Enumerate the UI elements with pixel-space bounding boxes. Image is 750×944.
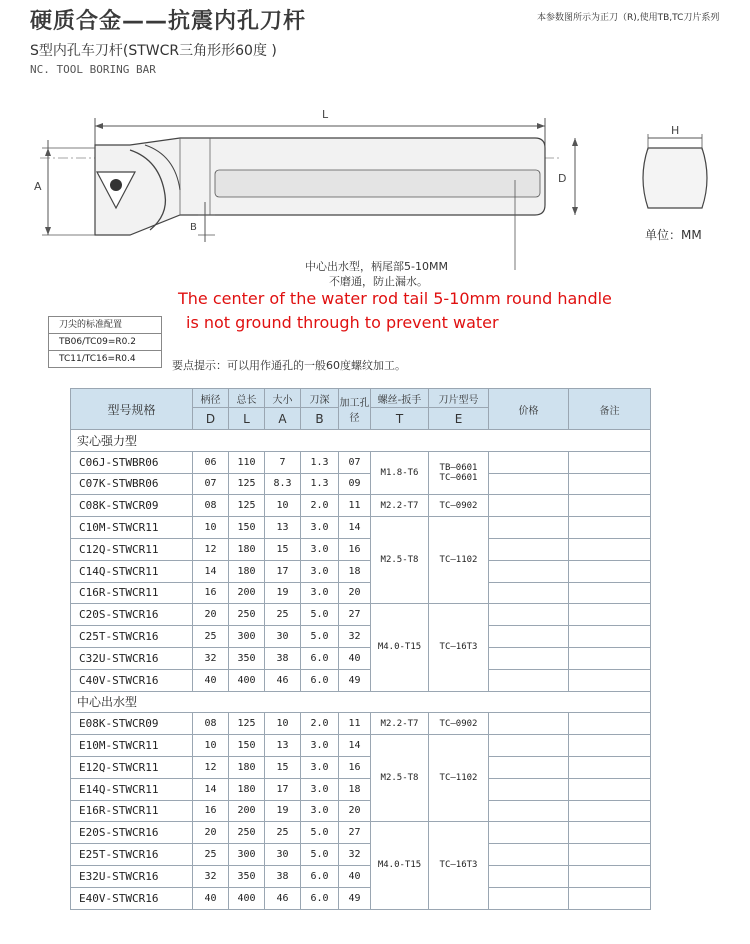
table-row xyxy=(71,626,651,648)
model-cell: E16R-STWCR11 xyxy=(71,800,193,822)
model-cell: C07K-STWBR06 xyxy=(71,473,193,495)
model-cell: E10M-STWCR11 xyxy=(71,735,193,757)
shank-cell: 32 xyxy=(193,865,229,887)
price-cell xyxy=(489,647,569,669)
remark-cell xyxy=(569,538,651,560)
length-cell: 180 xyxy=(229,756,265,778)
length-cell: 400 xyxy=(229,887,265,909)
screw-cell: M2.5-T8 xyxy=(371,517,429,604)
insert-cell xyxy=(429,713,489,735)
hole-cell: 40 xyxy=(339,865,371,887)
price-cell xyxy=(489,800,569,822)
header-E: E xyxy=(429,408,489,430)
remark-cell xyxy=(569,713,651,735)
model-cell: E40V-STWCR16 xyxy=(71,887,193,909)
insert-label: TC—0902 xyxy=(439,500,478,511)
header-shank: 柄径 xyxy=(193,389,229,408)
dim-label-D: D xyxy=(558,172,567,185)
hole-cell: 20 xyxy=(339,582,371,604)
dim-label-B: B xyxy=(190,222,197,233)
remark-cell xyxy=(569,778,651,800)
hole-cell: 14 xyxy=(339,517,371,539)
hole-cell: 49 xyxy=(339,669,371,691)
length-cell: 250 xyxy=(229,822,265,844)
section-row xyxy=(71,691,651,713)
english-subtitle: NC. TOOL BORING BAR xyxy=(30,63,156,76)
model-cell: E25T-STWCR16 xyxy=(71,844,193,866)
shank-cell: 10 xyxy=(193,517,229,539)
model-cell: E14Q-STWCR11 xyxy=(71,778,193,800)
header-remark: 备注 xyxy=(569,389,651,430)
depth-cell: 5.0 xyxy=(301,844,339,866)
remark-cell xyxy=(569,647,651,669)
header-note: 本参数图所示为正刀（R),使用TB,TC刀片系列 xyxy=(537,13,720,23)
model-cell: C32U-STWCR16 xyxy=(71,647,193,669)
model-cell: E12Q-STWCR11 xyxy=(71,756,193,778)
table-row xyxy=(71,713,651,735)
shank-cell: 25 xyxy=(193,626,229,648)
screw-cell: M2.2-T7 xyxy=(371,495,429,517)
insert-label: TC—16T3 xyxy=(439,642,478,653)
hole-cell: 18 xyxy=(339,560,371,582)
hole-cell: 32 xyxy=(339,626,371,648)
remark-cell xyxy=(569,451,651,473)
price-cell xyxy=(489,735,569,757)
shank-cell: 14 xyxy=(193,778,229,800)
insert-cell xyxy=(429,822,489,909)
tip-config-box xyxy=(48,316,162,368)
dim-label-L: L xyxy=(322,108,329,121)
length-cell: 300 xyxy=(229,626,265,648)
size-cell: 15 xyxy=(265,756,301,778)
model-cell: E20S-STWCR16 xyxy=(71,822,193,844)
remark-cell xyxy=(569,560,651,582)
insert-label: TC—16T3 xyxy=(439,860,478,871)
hole-cell: 18 xyxy=(339,778,371,800)
table-row xyxy=(71,865,651,887)
model-cell: C16R-STWCR11 xyxy=(71,582,193,604)
shank-cell: 25 xyxy=(193,844,229,866)
table-row xyxy=(71,560,651,582)
hole-cell: 49 xyxy=(339,887,371,909)
table-row xyxy=(71,669,651,691)
price-cell xyxy=(489,713,569,735)
depth-cell: 3.0 xyxy=(301,538,339,560)
shank-cell: 10 xyxy=(193,735,229,757)
size-cell: 30 xyxy=(265,844,301,866)
section-label: 中心出水型 xyxy=(71,691,651,713)
size-cell: 25 xyxy=(265,822,301,844)
table-row xyxy=(71,887,651,909)
size-cell: 8.3 xyxy=(265,473,301,495)
header-depth: 刀深 xyxy=(301,389,339,408)
table-row xyxy=(71,582,651,604)
remark-cell xyxy=(569,822,651,844)
screw-cell: M4.0-T15 xyxy=(371,822,429,909)
remark-cell xyxy=(569,865,651,887)
depth-cell: 5.0 xyxy=(301,822,339,844)
model-cell: C25T-STWCR16 xyxy=(71,626,193,648)
price-cell xyxy=(489,473,569,495)
insert-label: TC—1102 xyxy=(439,773,478,784)
remark-cell xyxy=(569,844,651,866)
header-total: 总长 xyxy=(229,389,265,408)
depth-cell: 6.0 xyxy=(301,887,339,909)
hole-cell: 09 xyxy=(339,473,371,495)
depth-cell: 2.0 xyxy=(301,495,339,517)
price-cell xyxy=(489,626,569,648)
insert-cell xyxy=(429,604,489,691)
screw-cell: M2.5-T8 xyxy=(371,735,429,822)
price-cell xyxy=(489,865,569,887)
hole-cell: 27 xyxy=(339,822,371,844)
insert-cell xyxy=(429,451,489,495)
depth-cell: 6.0 xyxy=(301,865,339,887)
insert-cell xyxy=(429,517,489,604)
depth-cell: 6.0 xyxy=(301,647,339,669)
price-cell xyxy=(489,887,569,909)
insert-label: TB—0601 xyxy=(439,463,478,474)
size-cell: 46 xyxy=(265,669,301,691)
model-cell: C40V-STWCR16 xyxy=(71,669,193,691)
length-cell: 200 xyxy=(229,800,265,822)
length-cell: 180 xyxy=(229,538,265,560)
size-cell: 17 xyxy=(265,778,301,800)
table-row xyxy=(71,822,651,844)
length-cell: 150 xyxy=(229,517,265,539)
shank-cell: 12 xyxy=(193,756,229,778)
price-cell xyxy=(489,538,569,560)
table-row xyxy=(71,756,651,778)
size-cell: 19 xyxy=(265,582,301,604)
length-cell: 150 xyxy=(229,735,265,757)
size-cell: 25 xyxy=(265,604,301,626)
tip-note: 要点提示：可以用作通孔的一般60度螺纹加工。 xyxy=(172,359,406,372)
depth-cell: 3.0 xyxy=(301,517,339,539)
length-cell: 400 xyxy=(229,669,265,691)
price-cell xyxy=(489,582,569,604)
screw-cell: M2.2-T7 xyxy=(371,713,429,735)
shank-cell: 16 xyxy=(193,582,229,604)
model-cell: C20S-STWCR16 xyxy=(71,604,193,626)
depth-cell: 3.0 xyxy=(301,582,339,604)
length-cell: 180 xyxy=(229,778,265,800)
red-translation-note xyxy=(178,287,612,335)
size-cell: 19 xyxy=(265,800,301,822)
depth-cell: 1.3 xyxy=(301,451,339,473)
hole-cell: 40 xyxy=(339,647,371,669)
shank-cell: 32 xyxy=(193,647,229,669)
length-cell: 180 xyxy=(229,560,265,582)
dim-label-A: A xyxy=(34,180,42,193)
length-cell: 350 xyxy=(229,865,265,887)
size-cell: 10 xyxy=(265,495,301,517)
length-cell: 350 xyxy=(229,647,265,669)
model-cell: C06J-STWBR06 xyxy=(71,451,193,473)
header-L: L xyxy=(229,408,265,430)
price-cell xyxy=(489,560,569,582)
dim-label-H: H xyxy=(671,124,680,137)
header-insert: 刀片型号 xyxy=(429,389,489,408)
length-cell: 125 xyxy=(229,713,265,735)
depth-cell: 5.0 xyxy=(301,604,339,626)
remark-cell xyxy=(569,582,651,604)
price-cell xyxy=(489,778,569,800)
header-A: A xyxy=(265,408,301,430)
header-model: 型号规格 xyxy=(71,389,193,430)
model-cell: C10M-STWCR11 xyxy=(71,517,193,539)
price-cell xyxy=(489,844,569,866)
table-row xyxy=(71,647,651,669)
table-row xyxy=(71,778,651,800)
insert-label: TC—1102 xyxy=(439,555,478,566)
page-subtitle: S型内孔车刀杆(STWCR三角形形60度 ) xyxy=(30,43,277,59)
red-note-line2: is not ground through to prevent water xyxy=(186,313,499,332)
price-cell xyxy=(489,495,569,517)
depth-cell: 3.0 xyxy=(301,778,339,800)
red-note-line1: The center of the water rod tail 5-10mm round handle xyxy=(178,289,612,308)
remark-cell xyxy=(569,887,651,909)
depth-cell: 3.0 xyxy=(301,800,339,822)
shank-cell: 16 xyxy=(193,800,229,822)
size-cell: 38 xyxy=(265,647,301,669)
section-row xyxy=(71,430,651,452)
length-cell: 125 xyxy=(229,473,265,495)
shank-cell: 20 xyxy=(193,604,229,626)
size-cell: 46 xyxy=(265,887,301,909)
header-screw: 螺丝-扳手 xyxy=(371,389,429,408)
size-cell: 10 xyxy=(265,713,301,735)
length-cell: 110 xyxy=(229,451,265,473)
table-row xyxy=(71,517,651,539)
header-size: 大小 xyxy=(265,389,301,408)
unit-label: 单位：MM xyxy=(645,228,702,242)
price-cell xyxy=(489,756,569,778)
length-cell: 250 xyxy=(229,604,265,626)
screw-cell: M4.0-T15 xyxy=(371,604,429,691)
tip-box-title: 刀尖的标准配置 xyxy=(49,317,161,334)
water-note-line1: 中心出水型，柄尾部5-10MM xyxy=(305,260,448,273)
shank-cell: 07 xyxy=(193,473,229,495)
insert-label: TC—0902 xyxy=(439,718,478,729)
remark-cell xyxy=(569,800,651,822)
depth-cell: 3.0 xyxy=(301,756,339,778)
model-cell: E08K-STWCR09 xyxy=(71,713,193,735)
shank-cell: 12 xyxy=(193,538,229,560)
shank-cell: 40 xyxy=(193,669,229,691)
remark-cell xyxy=(569,756,651,778)
model-cell: C12Q-STWCR11 xyxy=(71,538,193,560)
price-cell xyxy=(489,604,569,626)
length-cell: 125 xyxy=(229,495,265,517)
remark-cell xyxy=(569,517,651,539)
shank-cell: 08 xyxy=(193,713,229,735)
size-cell: 7 xyxy=(265,451,301,473)
header-B: B xyxy=(301,408,339,430)
table-row xyxy=(71,473,651,495)
size-cell: 17 xyxy=(265,560,301,582)
depth-cell: 3.0 xyxy=(301,560,339,582)
hole-cell: 07 xyxy=(339,451,371,473)
model-cell: C08K-STWCR09 xyxy=(71,495,193,517)
depth-cell: 6.0 xyxy=(301,669,339,691)
screw-cell: M1.8-T6 xyxy=(371,451,429,495)
shank-cell: 14 xyxy=(193,560,229,582)
size-cell: 38 xyxy=(265,865,301,887)
size-cell: 30 xyxy=(265,626,301,648)
table-row xyxy=(71,451,651,473)
tip-box-row2: TC11/TC16=R0.4 xyxy=(59,354,136,364)
price-cell xyxy=(489,669,569,691)
header-hole: 加工孔径 xyxy=(339,389,371,430)
hole-cell: 14 xyxy=(339,735,371,757)
model-cell: C14Q-STWCR11 xyxy=(71,560,193,582)
section-label: 实心强力型 xyxy=(71,430,651,452)
header-T: T xyxy=(371,408,429,430)
hole-cell: 27 xyxy=(339,604,371,626)
table-row xyxy=(71,735,651,757)
remark-cell xyxy=(569,735,651,757)
water-note-line2: 不磨通，防止漏水。 xyxy=(329,275,428,288)
hole-cell: 20 xyxy=(339,800,371,822)
hole-cell: 16 xyxy=(339,538,371,560)
table-row xyxy=(71,604,651,626)
hole-cell: 11 xyxy=(339,495,371,517)
remark-cell xyxy=(569,604,651,626)
insert-cell xyxy=(429,735,489,822)
depth-cell: 2.0 xyxy=(301,713,339,735)
header-D: D xyxy=(193,408,229,430)
table-row xyxy=(71,495,651,517)
price-cell xyxy=(489,822,569,844)
tip-box-row1: TB06/TC09=R0.2 xyxy=(49,334,161,351)
depth-cell: 5.0 xyxy=(301,626,339,648)
shank-cell: 08 xyxy=(193,495,229,517)
length-cell: 200 xyxy=(229,582,265,604)
hole-cell: 32 xyxy=(339,844,371,866)
insert-label: TC—0601 xyxy=(439,473,478,484)
table-row xyxy=(71,538,651,560)
size-cell: 13 xyxy=(265,735,301,757)
size-cell: 13 xyxy=(265,517,301,539)
hole-cell: 16 xyxy=(339,756,371,778)
price-cell xyxy=(489,451,569,473)
length-cell: 300 xyxy=(229,844,265,866)
remark-cell xyxy=(569,473,651,495)
price-cell xyxy=(489,517,569,539)
table-row xyxy=(71,800,651,822)
shank-cell: 40 xyxy=(193,887,229,909)
hole-cell: 11 xyxy=(339,713,371,735)
water-note xyxy=(305,259,448,289)
size-cell: 15 xyxy=(265,538,301,560)
remark-cell xyxy=(569,495,651,517)
depth-cell: 1.3 xyxy=(301,473,339,495)
spec-table xyxy=(70,388,651,910)
page-title: 硬质合金——抗震内孔刀杆 xyxy=(30,9,307,34)
shank-cell: 06 xyxy=(193,451,229,473)
shank-cell: 20 xyxy=(193,822,229,844)
remark-cell xyxy=(569,626,651,648)
table-row xyxy=(71,844,651,866)
header-price: 价格 xyxy=(489,389,569,430)
model-cell: E32U-STWCR16 xyxy=(71,865,193,887)
depth-cell: 3.0 xyxy=(301,735,339,757)
insert-cell xyxy=(429,495,489,517)
remark-cell xyxy=(569,669,651,691)
